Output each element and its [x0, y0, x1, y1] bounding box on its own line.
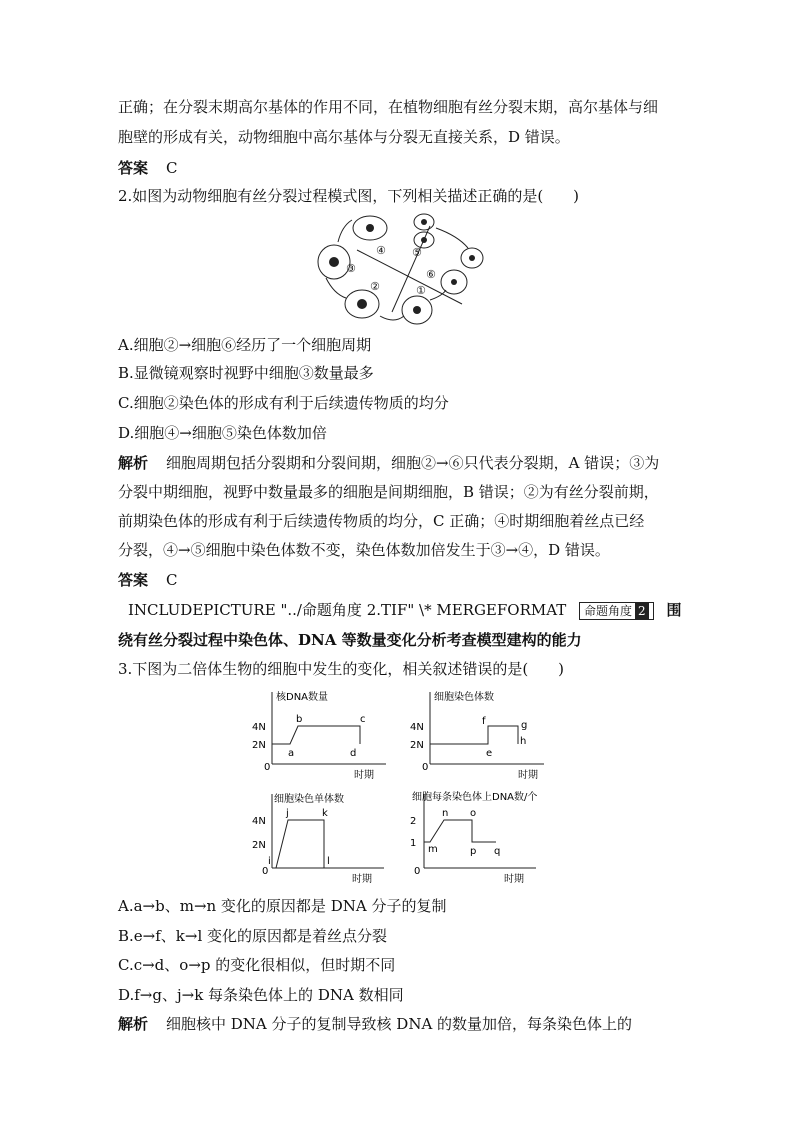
- y-tick: 1: [410, 838, 417, 849]
- point-label: k: [322, 808, 328, 819]
- cell-number: ④: [376, 244, 386, 257]
- y-tick: 2N: [410, 740, 424, 751]
- y-tick: 2: [410, 816, 417, 827]
- question-2: 2.如图为动物细胞有丝分裂过程模式图，下列相关描述正确的是( ): [118, 187, 580, 205]
- option-c: C.细胞②染色体的形成有利于后续遗传物质的均分: [118, 394, 449, 412]
- option-a: A.细胞②→细胞⑥经历了一个细胞周期: [118, 336, 372, 354]
- explanation-label: 解析: [118, 454, 149, 472]
- point-label: d: [350, 748, 357, 759]
- option-b: B.显微镜观察时视野中细胞③数量最多: [118, 364, 374, 382]
- cell-number: ①: [416, 284, 426, 297]
- point-label: n: [442, 808, 449, 819]
- y-tick: 0: [414, 866, 421, 877]
- cycle-arrow: [380, 316, 404, 320]
- answer-value: C: [166, 571, 178, 589]
- point-label: g: [521, 720, 528, 731]
- option-d: D.f→g、j→k 每条染色体上的 DNA 数相同: [118, 986, 404, 1004]
- y-tick: 0: [422, 762, 429, 773]
- y-tick: 4N: [252, 816, 266, 827]
- point-label: a: [288, 748, 295, 759]
- cycle-arrow: [326, 278, 346, 298]
- graph-chromatid-number: [248, 790, 388, 885]
- point-label: c: [360, 714, 366, 725]
- x-axis-label: 时期: [504, 874, 524, 885]
- question-3: 3.下图为二倍体生物的细胞中发生的变化，相关叙述错误的是( ): [118, 660, 565, 678]
- cell-number: ⑤: [412, 246, 422, 259]
- text-line: 胞壁的形成有关，动物细胞中高尔基体与分裂无直接关系，D 错误。: [118, 128, 570, 146]
- point-label: p: [470, 846, 477, 857]
- x-axis-label: 时期: [354, 770, 374, 780]
- y-tick: 0: [264, 762, 271, 773]
- explanation-line: [118, 1014, 632, 1034]
- explanation-line: 分裂，④→⑤细胞中染色体数不变，染色体数加倍发生于③→④，D 错误。: [118, 541, 610, 559]
- y-tick: 0: [262, 866, 269, 877]
- point-label: h: [520, 736, 527, 747]
- y-axis-label: 细胞染色单体数: [274, 794, 344, 805]
- explanation-label: 解析: [118, 1015, 149, 1033]
- cycle-arrow: [338, 220, 352, 242]
- graph-dna-per-chromosome: [400, 790, 550, 885]
- y-axis-label: 核DNA数量: [276, 692, 329, 703]
- divider-line: [357, 250, 462, 304]
- cycle-arrow: [436, 228, 468, 248]
- point-label: b: [296, 714, 303, 725]
- explanation-line: [118, 453, 659, 473]
- option-b: B.e→f、k→l 变化的原因都是着丝点分裂: [118, 927, 388, 945]
- include-picture-line: [128, 600, 681, 620]
- point-label: f: [482, 716, 486, 727]
- y-axis-label: 细胞染色体数: [434, 692, 494, 703]
- answer-label: 答案: [118, 571, 149, 589]
- topic-text: 围: [666, 601, 682, 619]
- answer-line: [118, 158, 178, 178]
- cell-number: ②: [370, 280, 380, 293]
- point-label: i: [268, 856, 271, 867]
- point-label: j: [286, 808, 289, 819]
- point-label: l: [327, 856, 330, 867]
- explanation-line: 前期染色体的形成有利于后续遗传物质的均分，C 正确；④时期细胞着丝点已经: [118, 512, 645, 530]
- point-label: m: [428, 844, 438, 855]
- cell-cycle-figure: [312, 212, 492, 330]
- option-d: D.细胞④→细胞⑤染色体数加倍: [118, 424, 327, 442]
- include-field-code: INCLUDEPICTURE "../命题角度 2.TIF" \* MERGEFORMAT: [128, 601, 567, 619]
- y-axis-label: 细胞每条染色体上DNA数/个: [412, 792, 538, 803]
- option-c: C.c→d、o→p 的变化很相似，但时期不同: [118, 956, 396, 974]
- point-label: q: [494, 846, 501, 857]
- cell-number: ③: [346, 262, 356, 275]
- point-label: o: [470, 808, 477, 819]
- point-label: e: [486, 748, 493, 759]
- text-line: 正确；在分裂末期高尔基体的作用不同，在植物细胞有丝分裂末期，高尔基体与细: [118, 98, 659, 116]
- x-axis-label: 时期: [352, 874, 372, 885]
- x-axis-label: 时期: [518, 770, 538, 780]
- answer-label: 答案: [118, 159, 149, 177]
- topic-badge: 命题角度 2: [579, 602, 654, 620]
- y-tick: 2N: [252, 740, 266, 751]
- y-tick: 4N: [252, 722, 266, 733]
- topic-text: 绕有丝分裂过程中染色体、DNA 等数量变化分析考查模型建构的能力: [118, 631, 582, 649]
- graph-nuclear-dna: [250, 688, 390, 780]
- cell-number: ⑥: [426, 268, 436, 281]
- option-a: A.a→b、m→n 变化的原因都是 DNA 分子的复制: [118, 897, 447, 915]
- answer-value: C: [166, 159, 178, 177]
- y-tick: 2N: [252, 840, 266, 851]
- explanation-text: 细胞周期包括分裂期和分裂间期，细胞②→⑥只代表分裂期，A 错误；③为: [166, 454, 660, 472]
- answer-line: [118, 570, 178, 590]
- graph-chromosome-number: [408, 688, 548, 780]
- explanation-text: 细胞核中 DNA 分子的复制导致核 DNA 的数量加倍，每条染色体上的: [166, 1015, 633, 1033]
- y-tick: 4N: [410, 722, 424, 733]
- explanation-line: 分裂中期细胞，视野中数量最多的细胞是间期细胞，B 错误；②为有丝分裂前期，: [118, 483, 659, 501]
